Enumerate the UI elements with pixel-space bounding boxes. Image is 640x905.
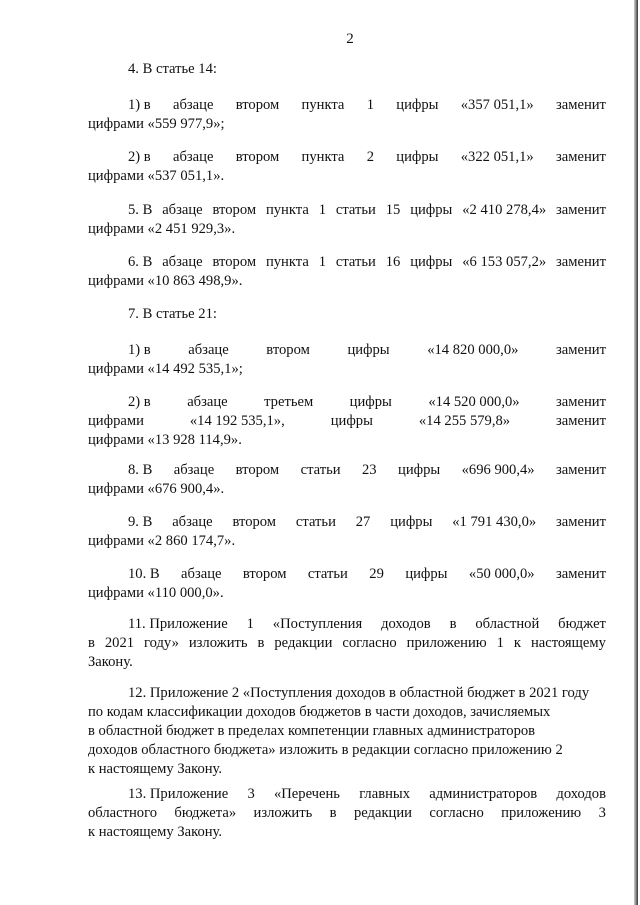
line-text: цифрами «676 900,4». (88, 481, 225, 497)
line-text: цифрами «2 451 929,3». (88, 221, 236, 237)
line-text: Закону. (88, 654, 133, 670)
word: пункта (301, 149, 345, 165)
word: пункта (265, 254, 309, 270)
word: заменит (556, 413, 606, 429)
text-line (88, 60, 606, 79)
paragraph (88, 785, 606, 842)
word: 1 (318, 254, 326, 270)
word: 2 (366, 149, 374, 165)
word: 6. В (128, 254, 153, 270)
word: пункта (265, 202, 309, 218)
word: втором (235, 97, 280, 113)
paragraph (88, 60, 606, 79)
text-line (88, 201, 606, 220)
word: втором (212, 202, 257, 218)
word: цифры (347, 342, 390, 358)
text-line (88, 722, 606, 741)
text-line (88, 341, 606, 360)
word: «14 255 579,8» (418, 413, 511, 429)
word: редакции (353, 805, 412, 821)
word: абзаце (162, 202, 203, 218)
page-number: 2 (346, 31, 354, 47)
word: согласно (429, 805, 484, 821)
word: «2 410 278,4» (462, 202, 547, 218)
word: втором (235, 462, 280, 478)
paragraph (88, 615, 606, 672)
word: 27 (355, 514, 371, 530)
word: статьи (295, 514, 336, 530)
word: бюджета» (174, 805, 237, 821)
word: доходов (381, 616, 431, 632)
word: «1 791 430,0» (452, 514, 537, 530)
paragraph (88, 341, 606, 379)
text-line (88, 148, 606, 167)
text-line (88, 393, 606, 412)
word: втором (232, 514, 277, 530)
word: 1 (318, 202, 326, 218)
word: абзаце (181, 566, 222, 582)
line-text: в областной бюджет в пределах компетенции главных администраторов (88, 723, 536, 739)
word: 2) в (128, 394, 151, 410)
text-line (88, 115, 606, 134)
word: 29 (369, 566, 384, 582)
text-line (88, 703, 606, 722)
word: цифры (396, 97, 439, 113)
text-line (88, 684, 606, 703)
line-text: цифрами «14 492 535,1»; (88, 361, 243, 377)
word: абзаце (172, 97, 214, 113)
word: в (88, 635, 95, 651)
text-line (88, 823, 606, 842)
word: администраторов (429, 786, 538, 802)
word: приложению (406, 635, 487, 651)
text-line (88, 480, 606, 499)
word: цифры (410, 254, 453, 270)
paragraph (88, 393, 606, 450)
word: в (257, 635, 265, 651)
word: «6 153 057,2» (462, 254, 547, 270)
word: в (449, 616, 457, 632)
word: втором (212, 254, 257, 270)
line-text: цифрами «13 928 114,9». (88, 432, 242, 448)
word: абзаце (173, 462, 215, 478)
word: цифры (330, 413, 373, 429)
word: в (329, 805, 337, 821)
word: 23 (362, 462, 377, 478)
word: третьем (264, 394, 314, 410)
word: областного (88, 805, 157, 821)
line-text: цифрами «559 977,9»; (88, 116, 225, 132)
word: абзаце (172, 149, 214, 165)
line-text: цифрами «110 000,0». (88, 585, 224, 601)
word: «Перечень (273, 786, 340, 802)
word: изложить (188, 635, 248, 651)
word: цифрами (88, 413, 144, 429)
line-text: доходов областного бюджета» изложить в редакции согласно приложению 2 (88, 742, 563, 758)
text-line (88, 760, 606, 779)
word: заменит (555, 149, 606, 165)
text-line (88, 167, 606, 186)
line-text: цифрами «10 863 498,9». (88, 273, 243, 289)
word: цифры (405, 566, 448, 582)
paragraph (88, 201, 606, 239)
word: 8. В (128, 462, 153, 478)
word: областной (475, 616, 540, 632)
word: 1) в (128, 342, 151, 358)
word: цифры (410, 202, 453, 218)
text-line (88, 412, 606, 431)
word: «14 192 535,1», (189, 413, 285, 429)
text-line (88, 253, 606, 272)
word: 3 (598, 805, 606, 821)
word: абзаце (188, 342, 229, 358)
text-line (88, 360, 606, 379)
word: 1 (246, 616, 254, 632)
word: к (513, 635, 521, 651)
word: 1) в (128, 97, 151, 113)
word: заменит (556, 342, 606, 358)
word: заменит (556, 254, 606, 270)
line-text: к настоящему Закону. (88, 824, 223, 840)
line-text: по кодам классификации доходов бюджетов в части доходов, зачисляемых (88, 704, 551, 720)
line-text: 7. В статье 21: (128, 306, 217, 322)
paragraph (88, 461, 606, 499)
text-line (88, 513, 606, 532)
paragraph (88, 565, 606, 603)
word: главных (359, 786, 410, 802)
word: изложить (253, 805, 313, 821)
word: «357 051,1» (460, 97, 534, 113)
word: статьи (307, 566, 348, 582)
word: «322 051,1» (460, 149, 534, 165)
word: абзаце (162, 254, 203, 270)
line-text: 4. В статье 14: (128, 61, 217, 77)
word: «14 520 000,0» (428, 394, 520, 410)
word: статьи (335, 202, 376, 218)
word: цифры (390, 514, 433, 530)
word: доходов (556, 786, 606, 802)
word: 3 (247, 786, 255, 802)
word: 2021 (104, 635, 135, 651)
word: 2) в (128, 149, 151, 165)
word: «50 000,0» (468, 566, 535, 582)
word: 16 (385, 254, 401, 270)
text-line (88, 96, 606, 115)
word: цифры (396, 149, 439, 165)
paragraph (88, 684, 606, 779)
word: согласно (342, 635, 397, 651)
word: заменит (556, 394, 606, 410)
word: втором (242, 566, 287, 582)
word: заменит (556, 514, 606, 530)
word: цифры (398, 462, 441, 478)
word: настоящему (530, 635, 606, 651)
word: статьи (335, 254, 376, 270)
text-line (88, 532, 606, 551)
text-line (88, 634, 606, 653)
word: абзаце (187, 394, 228, 410)
text-line (88, 272, 606, 291)
paragraph (88, 305, 606, 324)
word: 1 (366, 97, 374, 113)
text-line (88, 804, 606, 823)
text-line (88, 584, 606, 603)
line-text: цифрами «537 051,1». (88, 168, 225, 184)
word: пункта (301, 97, 345, 113)
text-line (88, 305, 606, 324)
word: 9. В (128, 514, 153, 530)
text-line (88, 785, 606, 804)
line-text: к настоящему Закону. (88, 761, 223, 777)
text-line (88, 461, 606, 480)
word: цифры (349, 394, 392, 410)
text-line (88, 741, 606, 760)
word: статьи (300, 462, 341, 478)
paragraph (88, 96, 606, 134)
word: 10. В (128, 566, 160, 582)
paragraph (88, 148, 606, 186)
word: «696 900,4» (461, 462, 535, 478)
word: 11. Приложение (128, 616, 228, 632)
word: 15 (385, 202, 401, 218)
line-text: 12. Приложение 2 «Поступления доходов в областной бюджет в 2021 году (128, 685, 590, 701)
word: 5. В (128, 202, 153, 218)
paragraph (88, 253, 606, 291)
line-text: цифрами «2 860 174,7». (88, 533, 236, 549)
word: году» (144, 635, 179, 651)
word: «Поступления (272, 616, 363, 632)
text-line (88, 615, 606, 634)
text-line (88, 431, 606, 450)
paragraph (88, 513, 606, 551)
word: бюджет (558, 616, 606, 632)
text-line (88, 220, 606, 239)
word: 13. Приложение (128, 786, 229, 802)
word: заменит (555, 97, 606, 113)
word: втором (266, 342, 310, 358)
text-line (88, 653, 606, 672)
word: втором (235, 149, 280, 165)
word: приложению (501, 805, 582, 821)
word: редакции (274, 635, 333, 651)
word: заменит (556, 566, 606, 582)
text-line (88, 565, 606, 584)
word: заменит (556, 202, 606, 218)
word: «14 820 000,0» (427, 342, 519, 358)
word: заменит (556, 462, 606, 478)
page-edge-shadow (634, 0, 638, 905)
word: абзаце (172, 514, 213, 530)
word: 1 (496, 635, 504, 651)
